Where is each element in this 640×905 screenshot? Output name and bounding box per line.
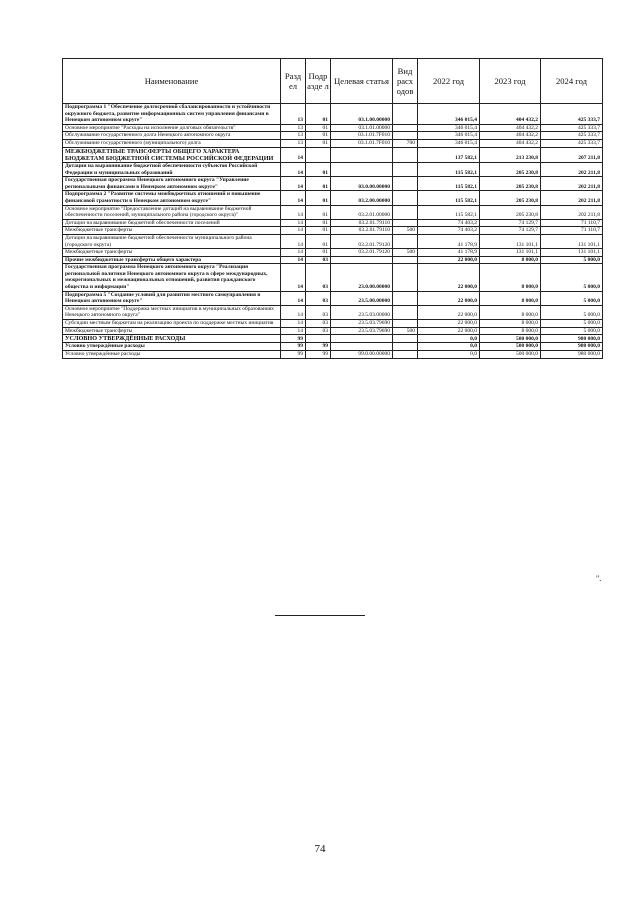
row-expense-type [393, 104, 418, 125]
closing-quote: ". [596, 574, 602, 583]
row-section: 13 [281, 124, 306, 132]
row-value-2022: 22 000,0 [418, 327, 480, 335]
row-value-2023: 8 000,0 [480, 256, 541, 264]
row-target: 03.2.01.79120 [331, 234, 393, 248]
row-value-2023: 205 230,8 [480, 162, 541, 176]
table-row [63, 191, 603, 205]
row-value-2023: 74 129,7 [480, 219, 541, 227]
header-target: Целевая статья [331, 59, 393, 104]
row-target [331, 147, 393, 162]
row-expense-type: 500 [393, 327, 418, 335]
row-target: 03.1.01.7F010 [331, 132, 393, 140]
row-name: МЕЖБЮДЖЕТНЫЕ ТРАНСФЕРТЫ ОБЩЕГО ХАРАКТЕРА БЮДЖЕТАМ БЮДЖЕТНОЙ СИСТЕМЫ РОССИЙСКОЙ ФЕДЕРАЦИИ [63, 147, 281, 162]
header-2022: 2022 год [418, 59, 480, 104]
row-section: 14 [281, 264, 306, 291]
row-expense-type [393, 205, 418, 219]
header-2024: 2024 год [541, 59, 603, 104]
row-name: Условно утверждённые расходы [63, 343, 281, 351]
page-number: 74 [314, 843, 326, 855]
row-subsection: 03 [306, 256, 331, 264]
row-name: Государственная программа Ненецкого автономного округа "Реализация региональной политики Ненецкого автономного округа в сфере международных, межрегиональных и межнациональных отношений, развития гражданского общества и информации" [63, 264, 281, 291]
row-subsection: 99 [306, 343, 331, 351]
row-value-2023: 500 000,0 [480, 351, 541, 359]
row-target: 23.0.00.00000 [331, 264, 393, 291]
row-value-2023: 131 101,1 [480, 234, 541, 248]
row-value-2023: 8 000,0 [480, 327, 541, 335]
row-name: Обслуживание государственного долга Ненецкого автономного округа [63, 132, 281, 140]
row-section: 14 [281, 219, 306, 227]
row-expense-type [393, 234, 418, 248]
row-value-2024: 202 211,8 [541, 162, 603, 176]
row-section: 14 [281, 234, 306, 248]
row-value-2022: 115 582,1 [418, 205, 480, 219]
row-section: 14 [281, 227, 306, 235]
row-target: 99.0.00.00000 [331, 351, 393, 359]
row-name: Основное мероприятие "Предоставление дотаций на выравнивание бюджетной обеспеченности поселений, муниципального района (городского округа)" [63, 205, 281, 219]
row-value-2024: 5 000,0 [541, 327, 603, 335]
row-section: 14 [281, 249, 306, 257]
row-value-2024: 5 000,0 [541, 264, 603, 291]
row-subsection: 99 [306, 351, 331, 359]
row-subsection: 01 [306, 104, 331, 125]
row-value-2024: 425 333,7 [541, 124, 603, 132]
table-row [63, 219, 603, 227]
table-row [63, 343, 603, 351]
row-value-2023: 404 432,2 [480, 139, 541, 147]
table-row [63, 335, 603, 343]
row-name: Основное мероприятие "Поддержка местных инициатив в муниципальных образованиях Ненецкого автономного округа" [63, 305, 281, 319]
table-row [63, 124, 603, 132]
row-value-2024: 71 110,7 [541, 219, 603, 227]
row-name: Условно утверждённые расходы [63, 351, 281, 359]
row-expense-type [393, 264, 418, 291]
header-section: Разд ел [281, 59, 306, 104]
row-section: 14 [281, 177, 306, 191]
row-value-2024: 5 000,0 [541, 305, 603, 319]
row-value-2022: 74 403,2 [418, 227, 480, 235]
row-value-2024: 425 333,7 [541, 139, 603, 147]
row-value-2024: 5 000,0 [541, 320, 603, 328]
row-value-2022: 346 015,4 [418, 124, 480, 132]
row-target [331, 343, 393, 351]
header-2023: 2023 год [480, 59, 541, 104]
row-section: 14 [281, 205, 306, 219]
row-subsection: 01 [306, 132, 331, 140]
row-target: 03.1.00.00000 [331, 104, 393, 125]
row-target: 23.5.03.79690 [331, 320, 393, 328]
row-section: 14 [281, 162, 306, 176]
row-name: Основное мероприятие "Расходы на исполнение долговых обязательств" [63, 124, 281, 132]
row-expense-type [393, 335, 418, 343]
row-value-2023: 131 101,1 [480, 249, 541, 257]
row-value-2022: 22 000,0 [418, 320, 480, 328]
row-section: 13 [281, 104, 306, 125]
row-target: 03.2.00.00000 [331, 191, 393, 205]
row-name: Дотации на выравнивание бюджетной обеспеченности субъектов Российской Федерации и муниципальных образований [63, 162, 281, 176]
table-row [63, 177, 603, 191]
row-target: 03.1.01.00000 [331, 124, 393, 132]
row-expense-type [393, 147, 418, 162]
row-subsection: 03 [306, 327, 331, 335]
table-row [63, 104, 603, 125]
row-target: 03.2.01.00000 [331, 205, 393, 219]
row-expense-type: 500 [393, 227, 418, 235]
row-section: 13 [281, 139, 306, 147]
row-value-2023: 404 432,2 [480, 124, 541, 132]
row-value-2023: 8 000,0 [480, 291, 541, 305]
row-target [331, 256, 393, 264]
row-value-2022: 115 582,1 [418, 162, 480, 176]
row-value-2023: 8 000,0 [480, 320, 541, 328]
row-section: 99 [281, 335, 306, 343]
row-target: 03.2.01.79120 [331, 249, 393, 257]
table-header-row [63, 59, 603, 104]
row-name: Межбюджетные трансферты [63, 249, 281, 257]
row-value-2022: 346 015,4 [418, 139, 480, 147]
row-value-2022: 74 403,2 [418, 219, 480, 227]
row-value-2022: 22 000,0 [418, 256, 480, 264]
row-value-2022: 0,0 [418, 351, 480, 359]
row-value-2022: 115 582,1 [418, 177, 480, 191]
row-target: 03.1.01.7F010 [331, 139, 393, 147]
row-expense-type [393, 162, 418, 176]
row-subsection: 01 [306, 227, 331, 235]
table-row [63, 351, 603, 359]
row-subsection: 01 [306, 177, 331, 191]
row-value-2023: 500 000,0 [480, 343, 541, 351]
row-value-2023: 205 230,8 [480, 177, 541, 191]
row-section: 13 [281, 132, 306, 140]
divider-line [275, 615, 365, 616]
header-expense-type: Вид расх одов [393, 59, 418, 104]
row-value-2024: 425 333,7 [541, 132, 603, 140]
row-expense-type [393, 177, 418, 191]
row-name: Субсидии местным бюджетам на реализацию проекта по поддержке местных инициатив [63, 320, 281, 328]
row-subsection: 01 [306, 124, 331, 132]
row-value-2023: 8 000,0 [480, 305, 541, 319]
row-subsection: 03 [306, 320, 331, 328]
row-subsection: 01 [306, 139, 331, 147]
row-subsection: 01 [306, 162, 331, 176]
table-row [63, 205, 603, 219]
row-value-2023: 74 129,7 [480, 227, 541, 235]
row-value-2024: 131 101,1 [541, 234, 603, 248]
table-row [63, 291, 603, 305]
table-row [63, 305, 603, 319]
row-value-2024: 131 101,1 [541, 249, 603, 257]
row-value-2024: 980 000,0 [541, 335, 603, 343]
row-name: Государственная программа Ненецкого автономного округа "Управление региональными финансами в Ненецком автономном округе" [63, 177, 281, 191]
table-row [63, 234, 603, 248]
row-name: Межбюджетные трансферты [63, 227, 281, 235]
row-name: Подпрограмма 5 "Создание условий для развития местного самоуправления в Ненецком автономном округе" [63, 291, 281, 305]
row-expense-type [393, 343, 418, 351]
table-row [63, 132, 603, 140]
row-value-2024: 5 000,0 [541, 291, 603, 305]
row-value-2024: 202 211,8 [541, 191, 603, 205]
row-value-2022: 22 000,0 [418, 291, 480, 305]
row-value-2023: 205 230,8 [480, 191, 541, 205]
row-value-2023: 500 000,0 [480, 335, 541, 343]
row-subsection: 03 [306, 291, 331, 305]
row-subsection: 01 [306, 249, 331, 257]
row-expense-type [393, 305, 418, 319]
row-section: 99 [281, 343, 306, 351]
row-value-2024: 980 000,0 [541, 351, 603, 359]
row-value-2022: 0,0 [418, 335, 480, 343]
row-value-2022: 41 178,9 [418, 249, 480, 257]
row-target [331, 335, 393, 343]
header-subsection: Подр азде л [306, 59, 331, 104]
row-target [331, 162, 393, 176]
row-name: Дотации на выравнивание бюджетной обеспеченности муниципального района (городского округа) [63, 234, 281, 248]
row-expense-type: 700 [393, 139, 418, 147]
row-section: 14 [281, 147, 306, 162]
table-row [63, 249, 603, 257]
row-subsection: 03 [306, 305, 331, 319]
row-section: 14 [281, 291, 306, 305]
row-name: УСЛОВНО УТВЕРЖДЁННЫЕ РАСХОДЫ [63, 335, 281, 343]
row-name: Подпрограмма 2 "Развитие системы межбюджетных отношений и повышение финансовой грамотности в Ненецком автономном округе" [63, 191, 281, 205]
row-value-2024: 5 000,0 [541, 256, 603, 264]
header-name: Наименование [63, 59, 281, 104]
row-value-2024: 207 211,8 [541, 147, 603, 162]
row-name: Подпрограмма 1 "Обеспечение долгосрочной сбалансированности и устойчивости окружного бюджета, развитие информационных систем управления финансами в Ненецком автономном округе" [63, 104, 281, 125]
table-body [63, 104, 603, 359]
row-value-2024: 71 110,7 [541, 227, 603, 235]
row-value-2022: 0,0 [418, 343, 480, 351]
row-value-2022: 137 582,1 [418, 147, 480, 162]
row-name: Межбюджетные трансферты [63, 327, 281, 335]
row-value-2023: 213 230,8 [480, 147, 541, 162]
row-value-2024: 202 211,8 [541, 205, 603, 219]
row-value-2023: 8 000,0 [480, 264, 541, 291]
row-value-2022: 346 015,4 [418, 104, 480, 125]
row-name: Дотации на выравнивание бюджетной обеспеченности поселений [63, 219, 281, 227]
table-row [63, 264, 603, 291]
table-row [63, 147, 603, 162]
table-row [63, 139, 603, 147]
row-expense-type [393, 351, 418, 359]
row-value-2024: 202 211,8 [541, 177, 603, 191]
row-value-2022: 41 178,9 [418, 234, 480, 248]
row-target: 23.5.03.00000 [331, 305, 393, 319]
row-value-2022: 346 015,4 [418, 132, 480, 140]
row-subsection: 01 [306, 234, 331, 248]
row-name: Обслуживание государственного (муниципального) долга [63, 139, 281, 147]
table-row [63, 227, 603, 235]
table-row [63, 256, 603, 264]
row-subsection: 01 [306, 205, 331, 219]
row-value-2024: 980 000,0 [541, 343, 603, 351]
row-expense-type [393, 291, 418, 305]
row-subsection [306, 335, 331, 343]
row-value-2022: 115 582,1 [418, 191, 480, 205]
row-target: 23.5.00.00000 [331, 291, 393, 305]
row-value-2023: 404 432,2 [480, 104, 541, 125]
row-expense-type [393, 124, 418, 132]
row-section: 14 [281, 256, 306, 264]
row-section: 14 [281, 191, 306, 205]
table-row [63, 320, 603, 328]
table-row [63, 327, 603, 335]
row-expense-type [393, 219, 418, 227]
row-subsection: 01 [306, 191, 331, 205]
row-target: 23.5.03.79690 [331, 327, 393, 335]
row-value-2022: 22 000,0 [418, 305, 480, 319]
row-section: 14 [281, 320, 306, 328]
row-subsection: 01 [306, 219, 331, 227]
table-row [63, 162, 603, 176]
row-value-2024: 425 333,7 [541, 104, 603, 125]
row-expense-type [393, 191, 418, 205]
row-expense-type: 500 [393, 249, 418, 257]
row-expense-type [393, 320, 418, 328]
row-section: 99 [281, 351, 306, 359]
row-expense-type [393, 132, 418, 140]
row-target: 03.0.00.00000 [331, 177, 393, 191]
row-section: 14 [281, 327, 306, 335]
row-section: 14 [281, 305, 306, 319]
row-target: 03.2.01.79110 [331, 219, 393, 227]
row-subsection: 03 [306, 264, 331, 291]
row-value-2023: 205 230,8 [480, 205, 541, 219]
row-name: Прочие межбюджетные трансферты общего характера [63, 256, 281, 264]
row-value-2022: 22 000,0 [418, 264, 480, 291]
row-value-2023: 404 432,2 [480, 132, 541, 140]
row-expense-type [393, 256, 418, 264]
budget-table [62, 58, 603, 359]
row-subsection [306, 147, 331, 162]
row-target: 03.2.01.79110 [331, 227, 393, 235]
